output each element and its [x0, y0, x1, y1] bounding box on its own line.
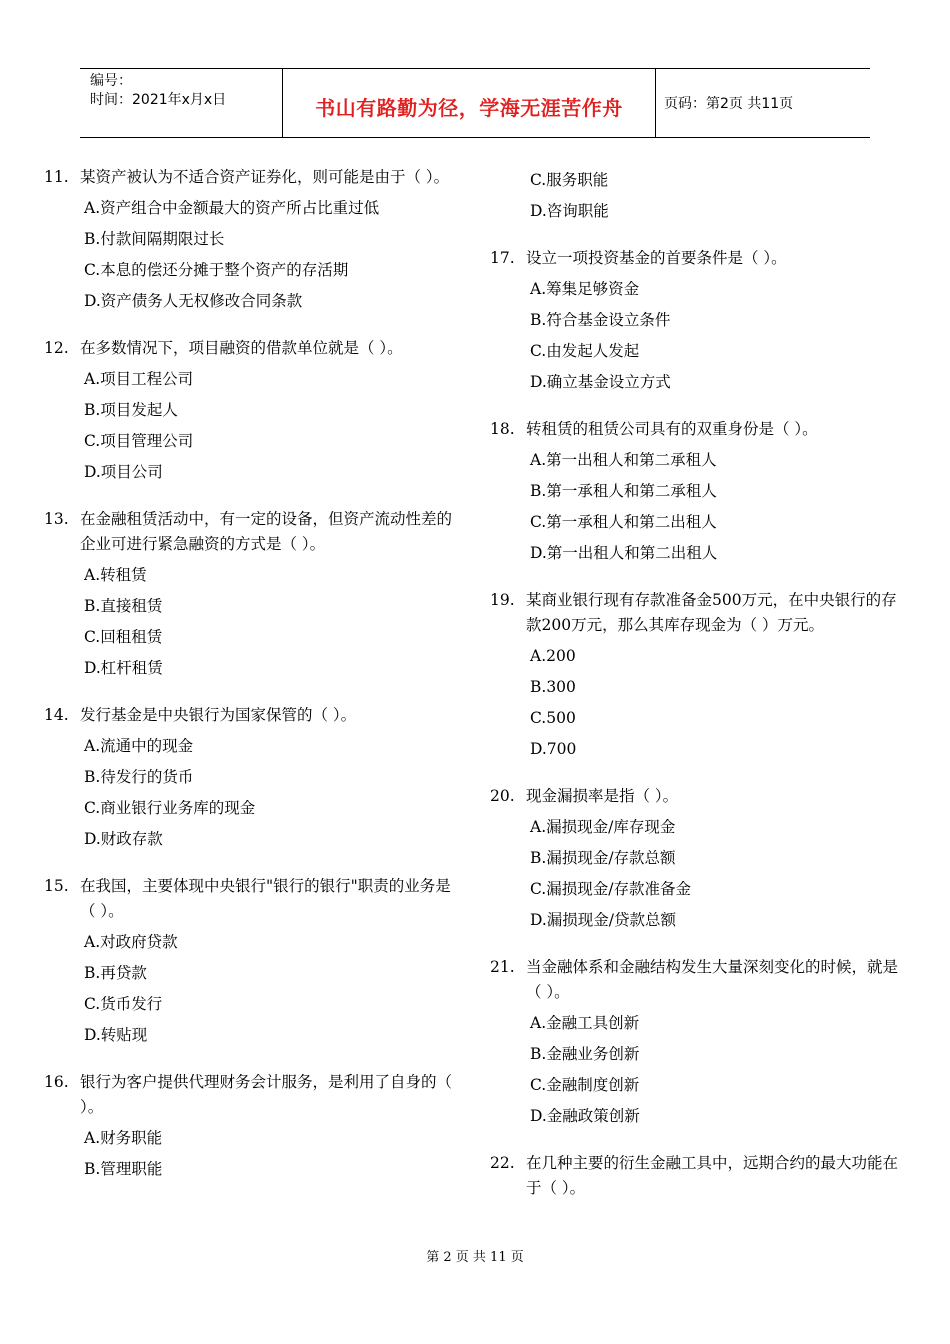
answer-option: B.管理职能	[84, 1160, 163, 1178]
question-number: 18.	[490, 420, 515, 438]
answer-option: D.资产债务人无权修改合同条款	[84, 292, 303, 310]
question-text: 在多数情况下，项目融资的借款单位就是（ ）。	[80, 339, 403, 357]
right-column	[490, 165, 910, 1220]
header-page-label: 页码：第2页 共11页	[664, 96, 794, 112]
question-number: 19.	[490, 591, 515, 609]
question-text: 某资产被认为不适合资产证券化，则可能是由于（ ）。	[80, 168, 450, 186]
question-text: 发行基金是中央银行为国家保管的（ ）。	[80, 706, 357, 724]
question	[44, 507, 464, 684]
question	[44, 1070, 464, 1185]
answer-option: A.金融工具创新	[530, 1014, 640, 1032]
answer-option: C.项目管理公司	[84, 432, 194, 450]
question-number: 22.	[490, 1154, 515, 1172]
answer-option: C.商业银行业务库的现金	[84, 799, 256, 817]
answer-option: B.漏损现金/存款总额	[530, 849, 676, 867]
question-stem	[490, 784, 910, 809]
answer-option: B.付款间隔期限过长	[84, 230, 225, 248]
answer-option: A.第一出租人和第二承租人	[530, 451, 717, 469]
question-stem	[44, 874, 464, 924]
answer-option: A.资产组合中金额最大的资产所占比重过低	[84, 199, 380, 217]
answer-option: D.金融政策创新	[530, 1107, 640, 1125]
question	[44, 703, 464, 855]
question-stem	[490, 246, 910, 271]
question-stem	[44, 507, 464, 557]
answer-option: A.流通中的现金	[84, 737, 194, 755]
answer-option: A.转租赁	[84, 566, 147, 584]
answer-option: B.待发行的货币	[84, 768, 194, 786]
time-label: 时间：2021年x月x日	[90, 92, 227, 108]
answer-option: D.第一出租人和第二出租人	[530, 544, 718, 562]
question-number: 14.	[44, 706, 69, 724]
answer-option: C.第一承租人和第二出租人	[530, 513, 717, 531]
question-number: 11.	[44, 168, 69, 186]
question	[490, 1151, 910, 1201]
answer-option: A.财务职能	[84, 1129, 163, 1147]
question-number: 20.	[490, 787, 515, 805]
answer-option: B.再贷款	[84, 964, 147, 982]
answer-option: C.货币发行	[84, 995, 163, 1013]
question-stem	[490, 588, 910, 638]
question-text: 在我国，主要体现中央银行"银行的银行"职责的业务是（ ）。	[80, 877, 451, 920]
answer-option: C.500	[530, 709, 576, 727]
answer-option: C.服务职能	[530, 171, 609, 189]
question-text: 某商业银行现有存款准备金500万元，在中央银行的存款200万元，那么其库存现金为（ ）万元。	[526, 591, 897, 634]
question-text: 现金漏损率是指（ ）。	[526, 787, 679, 805]
answer-option: C.漏损现金/存款准备金	[530, 880, 691, 898]
question-text: 转租赁的租赁公司具有的双重身份是（ ）。	[526, 420, 818, 438]
question	[490, 955, 910, 1132]
question-number: 17.	[490, 249, 515, 267]
question-text: 在几种主要的衍生金融工具中，远期合约的最大功能在于（ ）。	[526, 1154, 899, 1197]
answer-option: A.项目工程公司	[84, 370, 194, 388]
answer-option: D.咨询职能	[530, 202, 609, 220]
answer-option: B.第一承租人和第二承租人	[530, 482, 717, 500]
question-text: 当金融体系和金融结构发生大量深刻变化的时候，就是（ ）。	[526, 958, 899, 1001]
answer-option: B.项目发起人	[84, 401, 178, 419]
question	[490, 246, 910, 398]
question-text: 银行为客户提供代理财务会计服务，是利用了自身的（ ）。	[80, 1073, 453, 1116]
question	[490, 784, 910, 936]
answer-option: B.300	[530, 678, 576, 696]
answer-option: D.转贴现	[84, 1026, 148, 1044]
question-stem	[490, 955, 910, 1005]
page-header	[80, 68, 870, 138]
question-stem	[44, 1070, 464, 1120]
question-text: 设立一项投资基金的首要条件是（ ）。	[526, 249, 787, 267]
question-stem	[490, 1151, 910, 1201]
answer-option: A.漏损现金/库存现金	[530, 818, 676, 836]
answer-option: A.筹集足够资金	[530, 280, 640, 298]
question	[490, 588, 910, 765]
answer-option: B.直接租赁	[84, 597, 163, 615]
header-motto: 书山有路勤为径，学海无涯苦作舟	[282, 69, 656, 137]
answer-option: A.对政府贷款	[84, 933, 178, 951]
answer-option: D.财政存款	[84, 830, 163, 848]
code-label: 编号：	[90, 73, 132, 89]
answer-option: A.200	[530, 647, 576, 665]
answer-option: D.漏损现金/贷款总额	[530, 911, 677, 929]
question-stem	[490, 417, 910, 442]
answer-option: D.确立基金设立方式	[530, 373, 671, 391]
question-stem	[44, 165, 464, 190]
question	[44, 336, 464, 488]
page-footer: 第 2 页 共 11 页	[426, 1250, 524, 1265]
answer-option: C.由发起人发起	[530, 342, 640, 360]
question-stem	[44, 336, 464, 361]
answer-option: C.金融制度创新	[530, 1076, 640, 1094]
question	[44, 165, 464, 317]
question	[490, 417, 910, 569]
answer-option: B.金融业务创新	[530, 1045, 640, 1063]
question-number: 13.	[44, 510, 69, 528]
question-number: 15.	[44, 877, 69, 895]
question-16-continuation	[490, 165, 910, 227]
question-number: 12.	[44, 339, 69, 357]
question	[44, 874, 464, 1051]
answer-option: C.回租租赁	[84, 628, 163, 646]
question-number: 21.	[490, 958, 515, 976]
question-stem	[44, 703, 464, 728]
question-number: 16.	[44, 1073, 69, 1091]
answer-option: D.杠杆租赁	[84, 659, 163, 677]
question-text: 在金融租赁活动中，有一定的设备，但资产流动性差的企业可进行紧急融资的方式是（ ）。	[80, 510, 453, 553]
header-meta	[80, 69, 282, 137]
answer-option: D.项目公司	[84, 463, 163, 481]
answer-option: C.本息的偿还分摊于整个资产的存活期	[84, 261, 349, 279]
answer-option: B.符合基金设立条件	[530, 311, 671, 329]
answer-option: D.700	[530, 740, 577, 758]
left-column	[44, 165, 464, 1204]
